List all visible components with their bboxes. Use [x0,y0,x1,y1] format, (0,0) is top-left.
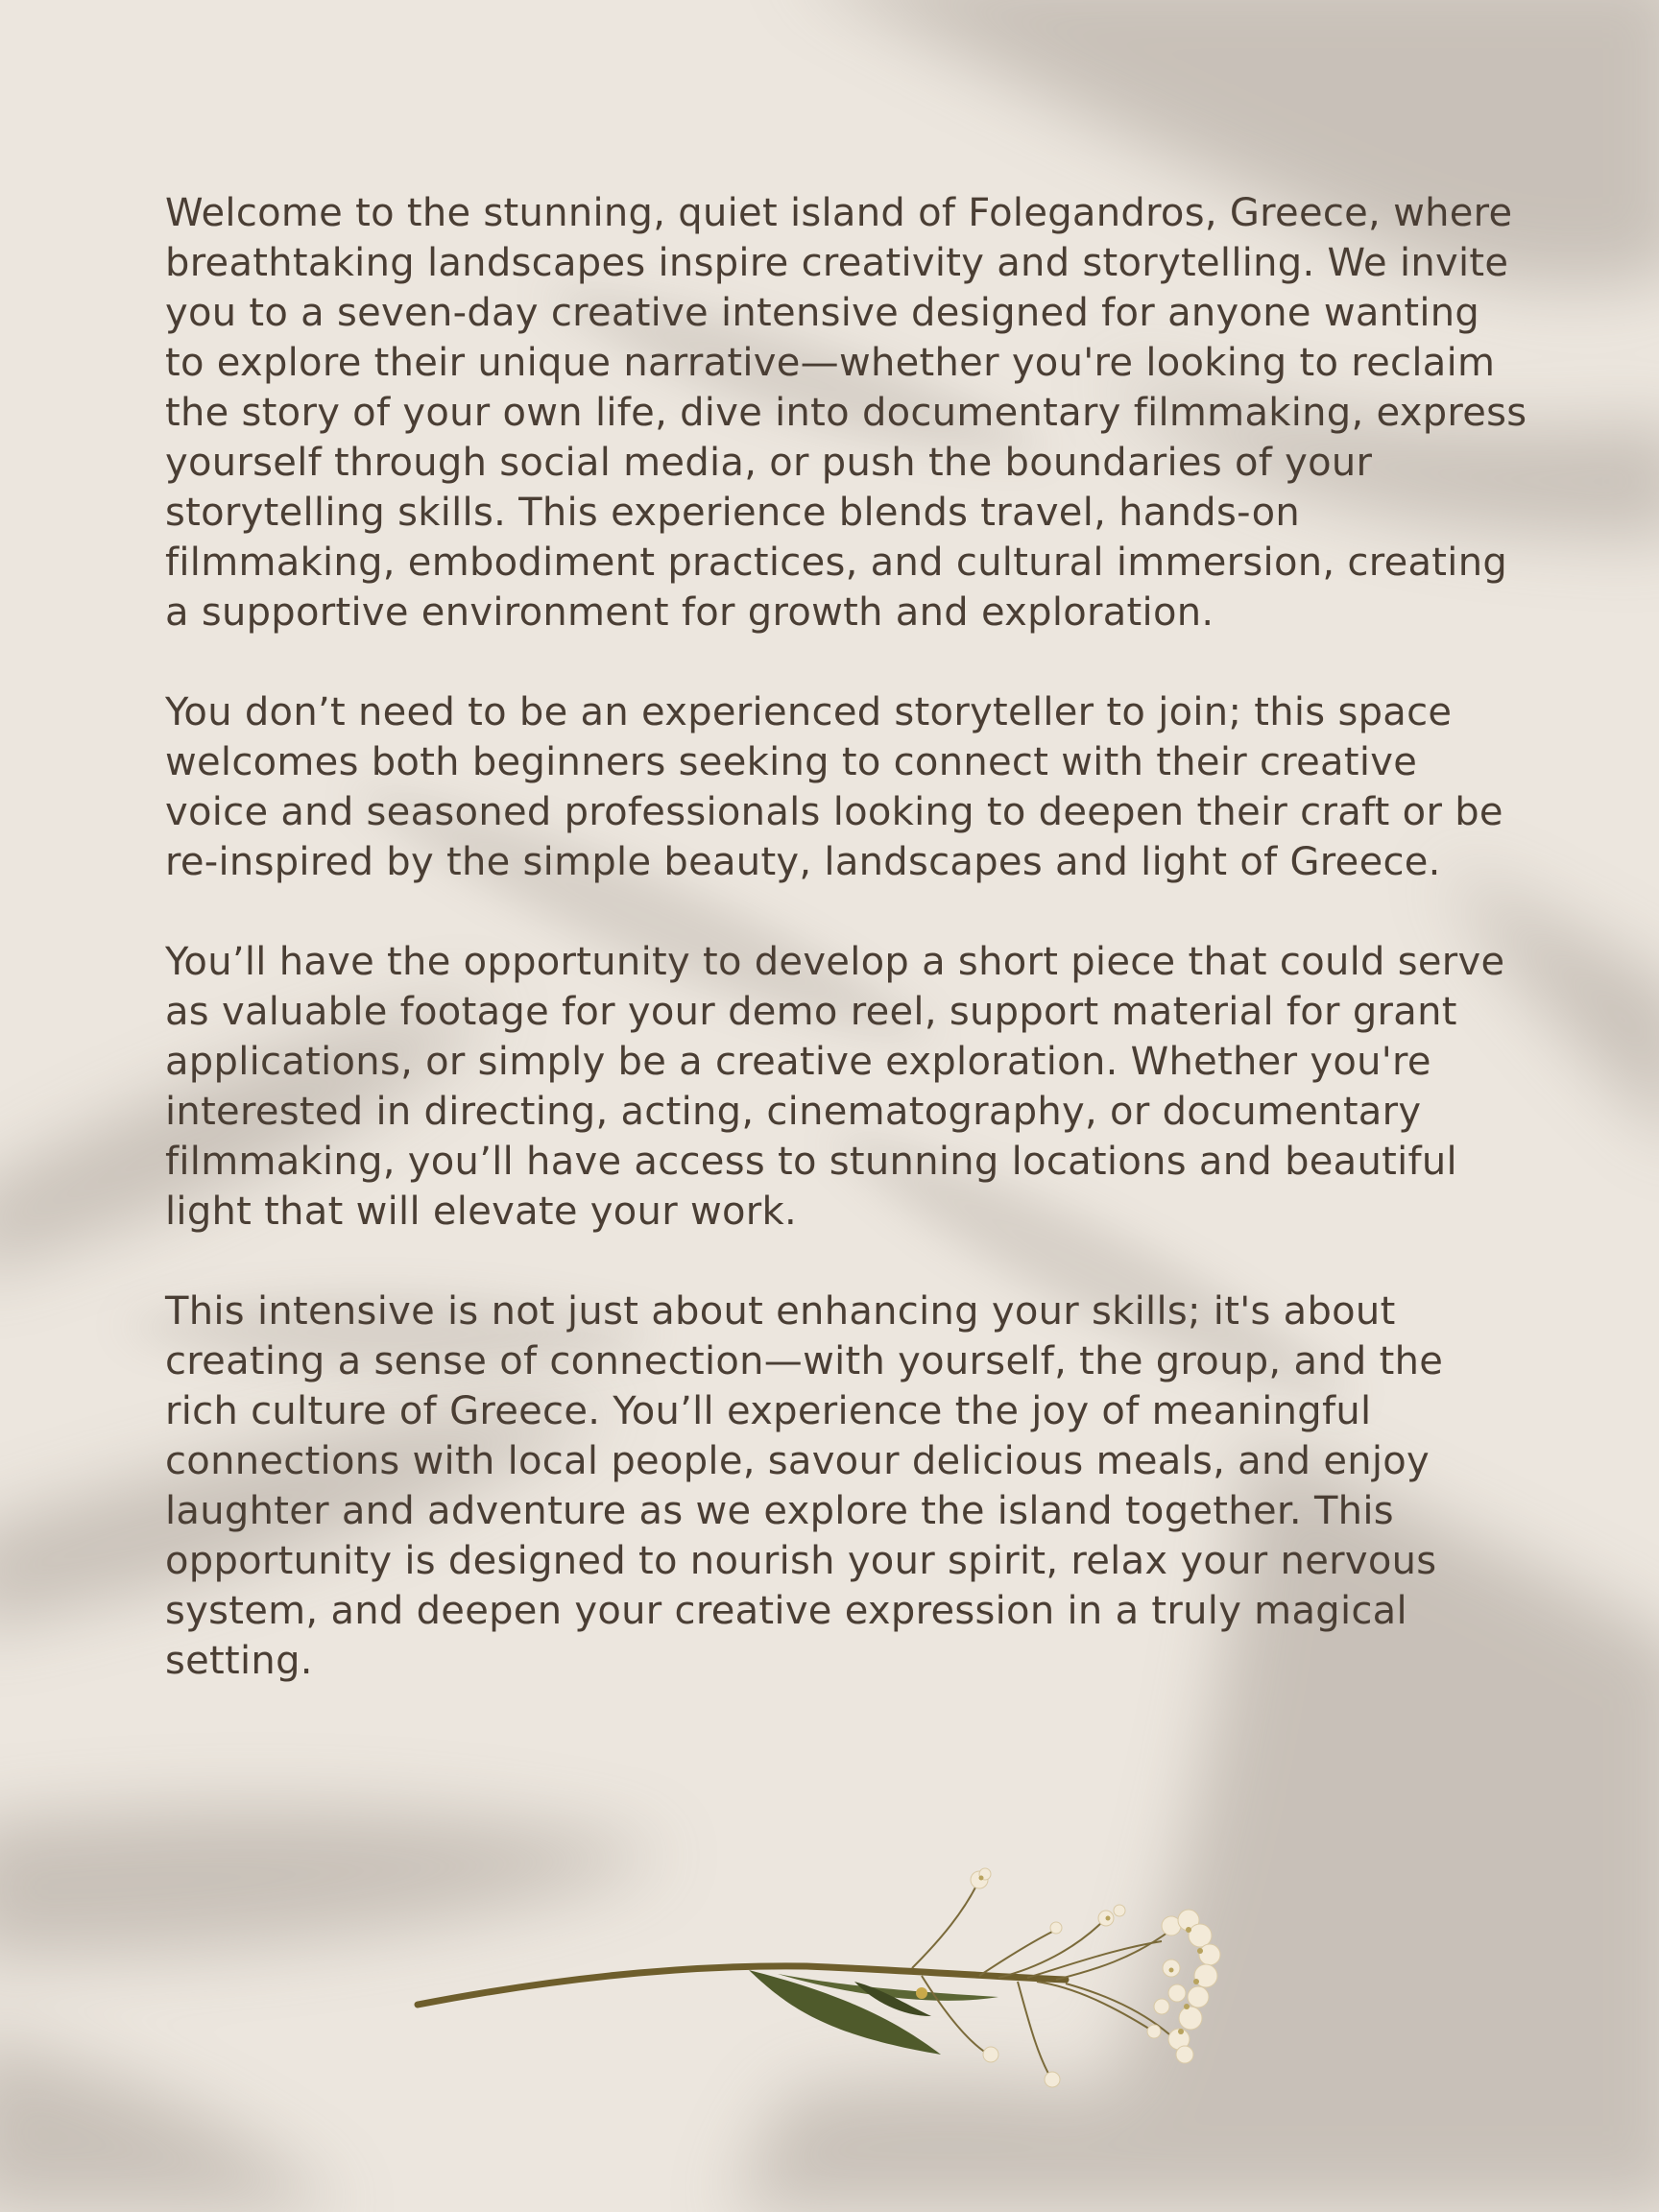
connection-paragraph: This intensive is not just about enhancing your skills; it's about creating a sense of connection—with yourself, the group, and the rich culture of Greece. You’ll experience the joy of meaningful connections with local people, savour delicious meals, and enjoy laughter and adventure as we explore the island together. This opportunity is designed to nourish your spirit, relax your nervous system, and deepen your creative expression in a truly magical setting. [165,1289,1444,1683]
body-text [165,188,1528,1736]
audience-paragraph: You don’t need to be an experienced storyteller to join; this space welcomes both beginners seeking to connect with their creative voice and seasoned professionals looking to deepen their craft or be re-inspired by the simple beauty, landscapes and light of Greece. [165,690,1503,884]
dried-flower-icon [403,1863,1267,2112]
filmmaking-paragraph: You’ll have the opportunity to develop a short piece that could serve as valuable footage for your demo reel, support material for grant applications, or simply be a creative exploration. Whether you're interested in directing, acting, cinematography, or documentary filmmaking, you’ll have access to stunning locations and beautiful light that will elevate your work. [165,940,1505,1234]
intro-paragraph: Welcome to the stunning, quiet island of Folegandros, Greece, where breathtaking landscapes inspire creativity and storytelling. We invite you to a seven-day creative intensive designed for anyone wanting to explore their unique narrative—whether you're looking to reclaim the story of your own life, dive into documentary filmmaking, express yourself through social media, or push the boundaries of your storytelling skills. This experience blends travel, hands-on filmmaking, embodiment practices, and cultural immersion, creating a supportive environment for growth and exploration. [165,191,1527,635]
